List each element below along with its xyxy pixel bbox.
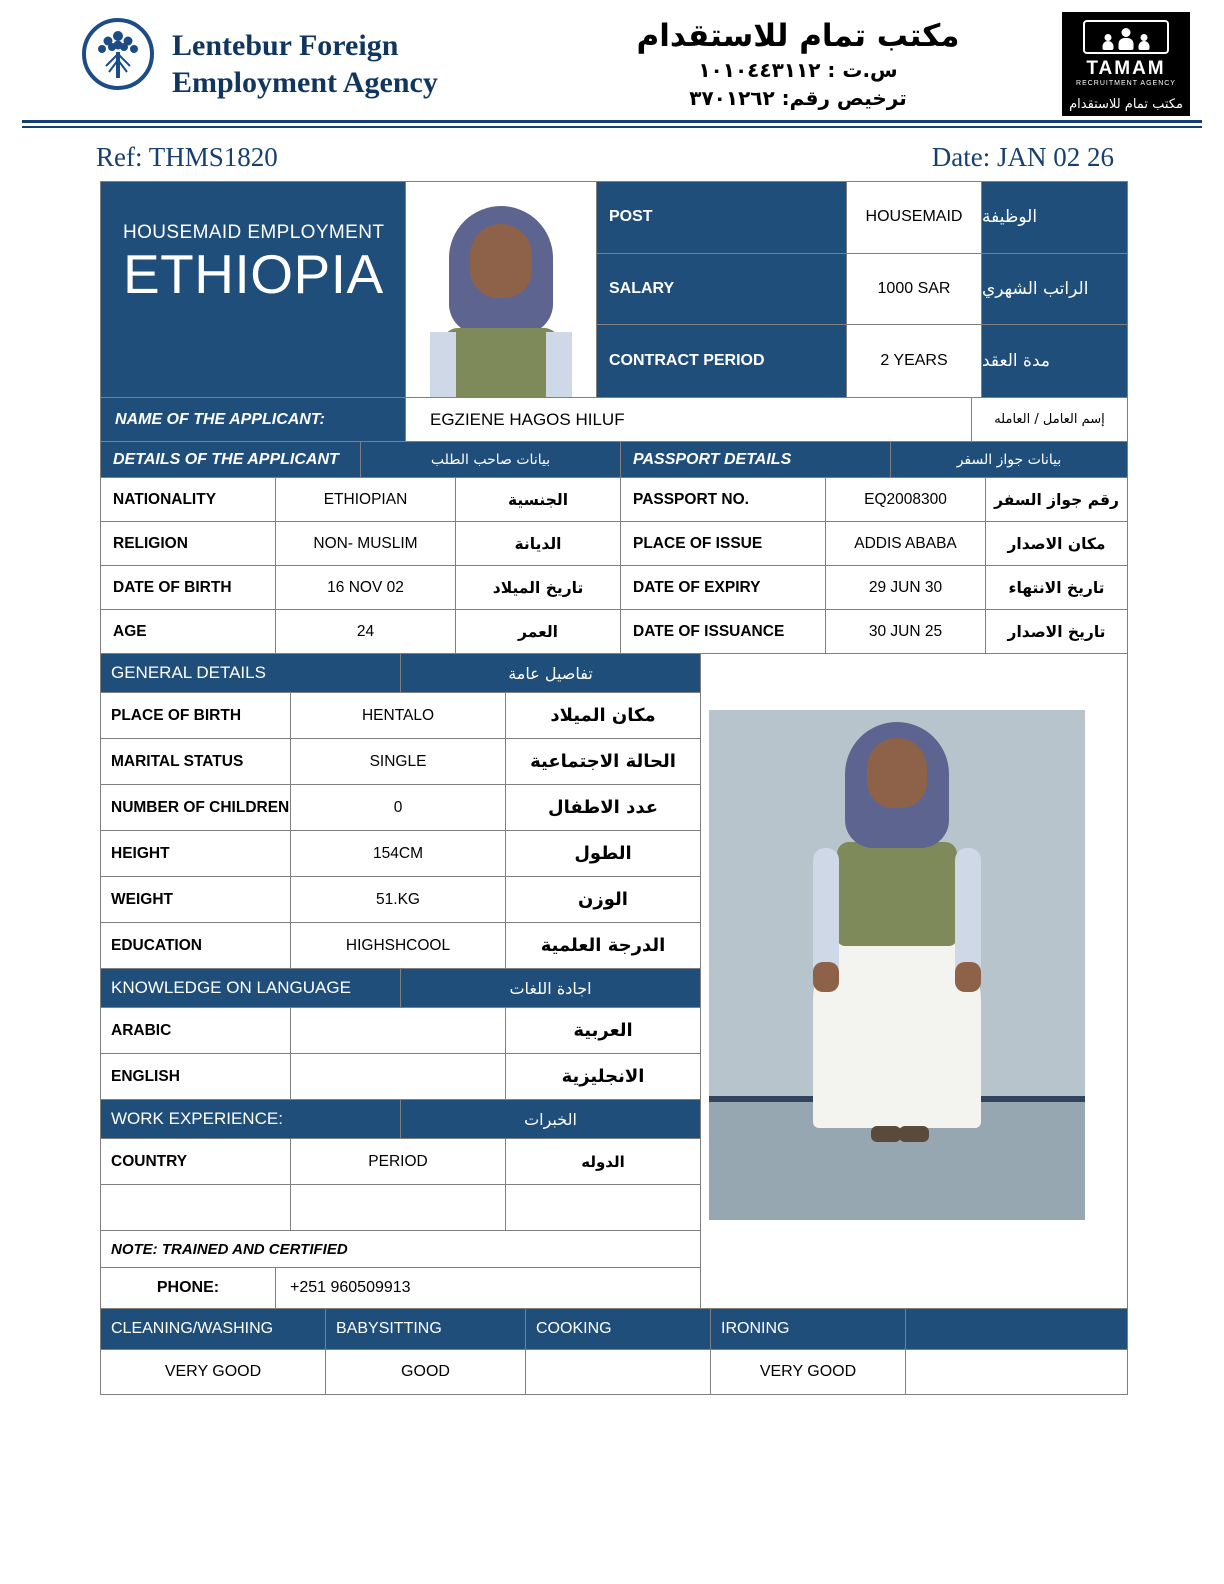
table-row xyxy=(101,784,700,830)
age-arabic: العمر xyxy=(456,609,621,653)
place-of-birth-arabic: مكان الميلاد xyxy=(550,705,656,726)
religion-arabic: الديانة xyxy=(456,521,621,565)
experience-country-header: COUNTRY xyxy=(101,1139,291,1184)
table-row xyxy=(101,922,700,968)
skill-header-cooking: COOKING xyxy=(526,1309,711,1349)
agency-brand xyxy=(24,14,544,114)
place-of-issue-value: ADDIS ABABA xyxy=(826,521,986,565)
banner-subtitle: HOUSEMAID EMPLOYMENT xyxy=(123,222,385,243)
skill-value-cleaning: VERY GOOD xyxy=(101,1350,326,1394)
people-icon xyxy=(1083,20,1169,54)
issuance-arabic: تاريخ الاصدار xyxy=(986,609,1127,653)
marital-status-arabic: الحالة الاجتماعية xyxy=(530,751,676,772)
header-divider xyxy=(0,120,1224,128)
passport-no-value: EQ2008300 xyxy=(826,477,986,521)
english-language-arabic: الانجليزية xyxy=(561,1066,645,1087)
experience-period-header: PERIOD xyxy=(291,1139,506,1184)
marital-status-label: MARITAL STATUS xyxy=(101,739,291,784)
tamam-arabic: مكتب تمام للاستقدام xyxy=(1069,97,1183,112)
age-value: 24 xyxy=(276,609,456,653)
tamam-subtitle: RECRUITMENT AGENCY xyxy=(1076,80,1176,87)
english-language-value xyxy=(291,1054,506,1099)
applicant-full-photo xyxy=(701,654,1127,1308)
place-of-issue-arabic: مكان الاصدار xyxy=(986,521,1127,565)
education-arabic: الدرجة العلمية xyxy=(540,935,666,956)
cv-table xyxy=(100,181,1128,1395)
phone-label: PHONE: xyxy=(101,1268,276,1308)
weight-arabic: الوزن xyxy=(578,889,628,910)
page-header xyxy=(0,0,1224,120)
post-value: HOUSEMAID xyxy=(847,182,982,254)
children-value: 0 xyxy=(291,785,506,830)
skills-header-row xyxy=(101,1308,1127,1349)
dob-arabic: تاريخ الميلاد xyxy=(456,565,621,609)
children-label: NUMBER OF CHILDREN xyxy=(101,785,291,830)
table-row xyxy=(101,565,1127,609)
passport-section-arabic: بيانات جواز السفر xyxy=(891,441,1127,477)
table-row xyxy=(101,692,700,738)
weight-label: WEIGHT xyxy=(101,877,291,922)
experience-columns-row xyxy=(101,1138,700,1184)
language-title-arabic: اجادة اللغات xyxy=(401,969,700,1007)
general-title-arabic: تفاصيل عامة xyxy=(401,654,700,692)
experience-country-value xyxy=(101,1185,291,1230)
children-arabic: عدد الاطفال xyxy=(547,797,659,818)
reference-line xyxy=(0,128,1224,181)
arabic-license-number: ترخيص رقم: ٣٧٠١٢٦٢ xyxy=(689,86,907,110)
applicant-name-value: EGZIENE HAGOS HILUF xyxy=(406,397,972,441)
expiry-value: 29 JUN 30 xyxy=(826,565,986,609)
salary-label: SALARY xyxy=(597,254,847,326)
applicant-name-row xyxy=(101,397,1127,441)
table-row xyxy=(101,477,1127,521)
place-of-issue-label: PLACE OF ISSUE xyxy=(621,521,826,565)
post-label: POST xyxy=(597,182,847,254)
general-title: GENERAL DETAILS xyxy=(101,654,401,692)
tamam-stamp-logo xyxy=(1062,12,1190,116)
expiry-arabic: تاريخ الانتهاء xyxy=(986,565,1127,609)
general-details-header xyxy=(101,654,700,692)
skills-values-row xyxy=(101,1349,1127,1394)
skill-value-ironing: VERY GOOD xyxy=(711,1350,906,1394)
issuance-value: 30 JUN 25 xyxy=(826,609,986,653)
table-row xyxy=(101,738,700,784)
table-row xyxy=(101,1007,700,1053)
phone-value: +251 960509913 xyxy=(290,1279,411,1296)
contract-row xyxy=(597,325,1127,397)
table-row xyxy=(101,830,700,876)
weight-value: 51.KG xyxy=(291,877,506,922)
language-title: KNOWLEDGE ON LANGUAGE xyxy=(101,969,401,1007)
applicant-name-label: NAME OF THE APPLICANT: xyxy=(101,397,406,441)
general-details-table xyxy=(101,654,701,1308)
skill-header-ironing: IRONING xyxy=(711,1309,906,1349)
passport-no-arabic: رقم جواز السفر xyxy=(986,477,1127,521)
nationality-arabic: الجنسية xyxy=(456,477,621,521)
dob-label: DATE OF BIRTH xyxy=(101,565,276,609)
post-arabic: الوظيفة xyxy=(982,182,1127,254)
phone-row xyxy=(101,1267,700,1308)
details-section-title: DETAILS OF THE APPLICANT xyxy=(101,441,361,477)
arabic-header-block xyxy=(544,18,1062,110)
arabic-language-value xyxy=(291,1008,506,1053)
agency-name xyxy=(172,27,438,102)
top-banner-row xyxy=(101,182,1127,397)
contract-arabic: مدة العقد xyxy=(982,325,1127,397)
experience-title: WORK EXPERIENCE: xyxy=(101,1100,401,1138)
lower-section xyxy=(101,653,1127,1308)
salary-value: 1000 SAR xyxy=(847,254,982,326)
education-label: EDUCATION xyxy=(101,923,291,968)
height-arabic: الطول xyxy=(574,843,632,864)
salary-row xyxy=(597,254,1127,326)
height-label: HEIGHT xyxy=(101,831,291,876)
arabic-language-label: ARABIC xyxy=(101,1008,291,1053)
details-section-arabic: بيانات صاحب الطلب xyxy=(361,441,621,477)
table-row xyxy=(101,521,1127,565)
place-of-birth-label: PLACE OF BIRTH xyxy=(101,693,291,738)
contract-label: CONTRACT PERIOD xyxy=(597,325,847,397)
height-value: 154CM xyxy=(291,831,506,876)
post-details-block xyxy=(597,182,1127,397)
applicant-headshot xyxy=(406,182,597,397)
experience-arabic-header: الدوله xyxy=(581,1152,625,1171)
passport-no-label: PASSPORT NO. xyxy=(621,477,826,521)
passport-section-title: PASSPORT DETAILS xyxy=(621,441,891,477)
language-header xyxy=(101,968,700,1007)
banner-country: ETHIOPIA xyxy=(123,243,384,305)
skill-header-extra xyxy=(906,1309,1127,1349)
education-value: HIGHSHCOOL xyxy=(291,923,506,968)
issuance-label: DATE OF ISSUANCE xyxy=(621,609,826,653)
applicant-name-arabic: إسم العامل / العامله xyxy=(972,397,1127,441)
note-text: NOTE: TRAINED AND CERTIFIED xyxy=(101,1230,700,1267)
experience-period-value xyxy=(291,1185,506,1230)
skill-value-extra xyxy=(906,1350,1127,1394)
expiry-label: DATE OF EXPIRY xyxy=(621,565,826,609)
skill-value-cooking xyxy=(526,1350,711,1394)
arabic-agency-title: مكتب تمام للاستقدام xyxy=(636,18,960,54)
agency-name-line2: Employment Agency xyxy=(172,66,438,99)
skill-header-cleaning: CLEANING/WASHING xyxy=(101,1309,326,1349)
table-row xyxy=(101,609,1127,653)
section-headers-row xyxy=(101,441,1127,477)
place-of-birth-value: HENTALO xyxy=(291,693,506,738)
contract-value: 2 YEARS xyxy=(847,325,982,397)
experience-arabic-value xyxy=(506,1185,700,1230)
issue-date: Date: JAN 02 26 xyxy=(931,142,1114,172)
arabic-cr-number: س.ت : ١٠١٠٤٤٣١١٢ xyxy=(698,58,898,82)
tamam-name: TAMAM xyxy=(1086,58,1166,79)
table-row xyxy=(101,876,700,922)
post-row xyxy=(597,182,1127,254)
table-row xyxy=(101,1184,700,1230)
experience-title-arabic: الخبرات xyxy=(401,1100,700,1138)
religion-label: RELIGION xyxy=(101,521,276,565)
agency-logo-icon xyxy=(76,14,160,114)
marital-status-value: SINGLE xyxy=(291,739,506,784)
ref-number: Ref: THMS1820 xyxy=(96,142,278,172)
arabic-language-arabic: العربية xyxy=(573,1020,633,1041)
experience-header xyxy=(101,1099,700,1138)
agency-name-line1: Lentebur Foreign xyxy=(172,28,399,62)
skill-value-babysitting: GOOD xyxy=(326,1350,526,1394)
english-language-label: ENGLISH xyxy=(101,1054,291,1099)
salary-arabic: الراتب الشهري xyxy=(982,254,1127,326)
age-label: AGE xyxy=(101,609,276,653)
tree-icon xyxy=(92,26,144,82)
dob-value: 16 NOV 02 xyxy=(276,565,456,609)
nationality-value: ETHIOPIAN xyxy=(276,477,456,521)
country-banner xyxy=(101,182,406,397)
religion-value: NON- MUSLIM xyxy=(276,521,456,565)
nationality-label: NATIONALITY xyxy=(101,477,276,521)
skill-header-babysitting: BABYSITTING xyxy=(326,1309,526,1349)
table-row xyxy=(101,1053,700,1099)
